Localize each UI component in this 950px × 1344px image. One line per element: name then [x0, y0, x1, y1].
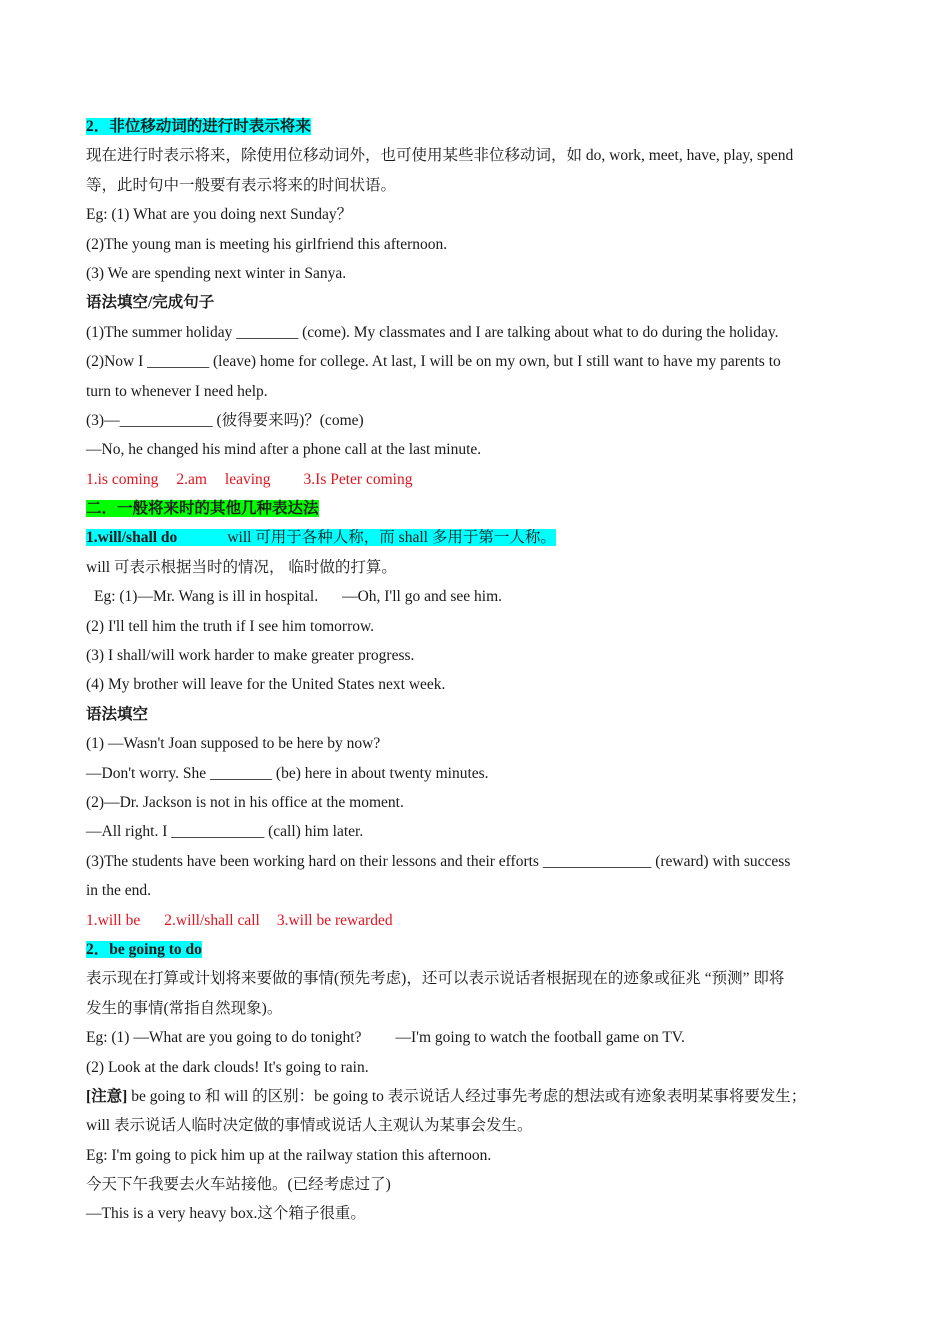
exercise-question: (2)—Dr. Jackson is not in his office at the moment. [86, 793, 404, 811]
answer-3: 3.Is Peter coming [303, 470, 413, 488]
example-line: (2) I'll tell him the truth if I see him tomorrow. [86, 617, 375, 635]
exercise-question: (1)The summer holiday ________ (come). My classmates and I are talking about what to do during the holiday. [86, 323, 779, 341]
example-line: (3) We are spending next winter in Sanya. [86, 264, 347, 282]
example-translation: 今天下午我要去火车站接他。(已经考虑过了) [86, 1176, 391, 1194]
paragraph: will 可表示根据当时的情况， 临时做的打算。 [86, 558, 397, 576]
answer-1: 1.will be [86, 911, 141, 929]
note-line: [注意] be going to 和 will 的区别：be going to 表示说话人经过事先考虑的想法或有迹象表明某事将要发生； [86, 1087, 807, 1105]
example-line: Eg: (1) —What are you going to do tonight? —I'm going to watch the football game on TV. [86, 1029, 685, 1047]
exercise-title: 语法填空 [86, 705, 149, 723]
example-line: Eg: (1)—Mr. Wang is ill in hospital. —Oh, I'll go and see him. [94, 588, 502, 606]
example-line: Eg: (1) What are you doing next Sunday？ [86, 206, 353, 224]
document-page [86, 112, 876, 1229]
example-line: (2) Look at the dark clouds! It's going to rain. [86, 1058, 369, 1076]
exercise-question: —Don't worry. She ________ (be) here in about twenty minutes. [86, 764, 489, 782]
exercise-title: 语法填空/完成句子 [86, 294, 215, 312]
paragraph: 表示现在打算或计划将来要做的事情(预先考虑)，还可以表示说话者根据现在的迹象或征兆 “预测” 即将 [86, 970, 785, 988]
paragraph: 现在进行时表示将来，除使用位移动词外，也可使用某些非位移动词，如 do, work, meet, have, play, spend [86, 147, 794, 165]
answer-2: 2.am [176, 470, 207, 488]
subsection-label: 1.will/shall do [86, 529, 178, 547]
section-heading: 2．非位移动词的进行时表示将来 [86, 118, 311, 135]
answer-3: 3.will be rewarded [276, 911, 393, 929]
example-line: (2)The young man is meeting his girlfriend this afternoon. [86, 235, 448, 253]
subsection-heading [86, 523, 876, 552]
example-line: (4) My brother will leave for the United States next week. [86, 676, 446, 694]
exercise-question: (3)—____________ (彼得要来吗)？(come) [86, 411, 364, 429]
answer-1: 1.is coming [86, 470, 159, 488]
paragraph: 发生的事情(常指自然现象)。 [86, 999, 283, 1017]
section-heading: 二．一般将来时的其他几种表达法 [86, 500, 319, 518]
example-line: —This is a very heavy box.这个箱子很重。 [86, 1205, 366, 1223]
exercise-question: (2)Now I ________ (leave) home for college. At last, I will be on my own, but I still want to have my parents to [86, 353, 781, 371]
answer-2: 2.will/shall call [164, 911, 260, 929]
subsection-note: will 可用于各种人称，而 shall 多用于第一人称。 [227, 529, 556, 547]
example-line: Eg: I'm going to pick him up at the railway station this afternoon. [86, 1146, 492, 1164]
paragraph: 等，此时句中一般要有表示将来的时间状语。 [86, 176, 397, 194]
example-line: (3) I shall/will work harder to make greater progress. [86, 647, 415, 665]
answer-2-word: leaving [224, 470, 271, 488]
exercise-question: —No, he changed his mind after a phone call at the last minute. [86, 441, 482, 459]
note-label: [注意] [86, 1087, 128, 1105]
exercise-question: turn to whenever I need help. [86, 382, 268, 400]
subsection-heading: 2．be going to do [86, 940, 202, 958]
answer-key [86, 906, 876, 935]
answer-key [86, 465, 876, 494]
exercise-question: in the end. [86, 882, 151, 900]
note-line: will 表示说话人临时决定做的事情或说话人主观认为某事会发生。 [86, 1117, 533, 1135]
exercise-question: —All right. I ____________ (call) him later. [86, 823, 364, 841]
exercise-question: (3)The students have been working hard on their lessons and their efforts ______________ (reward) with success [86, 852, 791, 870]
exercise-question: (1) —Wasn't Joan supposed to be here by now? [86, 735, 381, 753]
